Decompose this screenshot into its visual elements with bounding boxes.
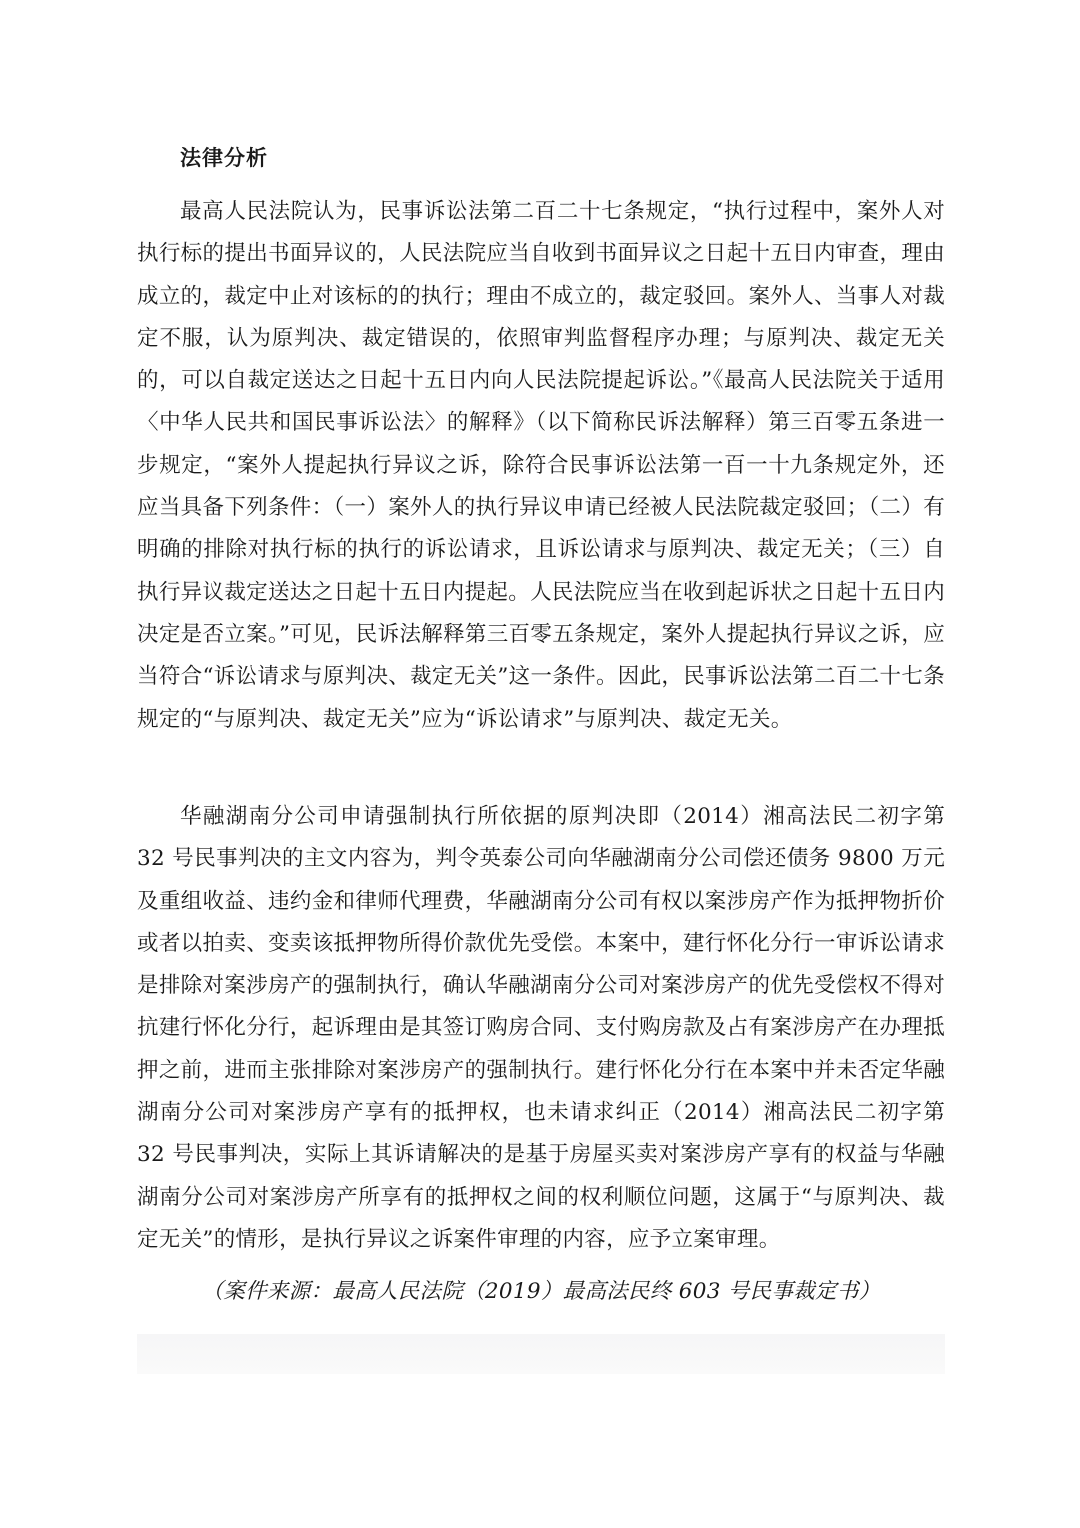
section-heading: 法律分析 (180, 146, 268, 170)
paragraph-case-facts: 华融湖南分公司申请强制执行所依据的原判决即（2014）湘高法民二初字第 32 号民事判决的主文内容为，判令英泰公司向华融湖南分公司偿还债务 9800 万元及重组收益、违约金和律师代理费，华融湖南分公司有权以案涉房产作为抵押物折价或者以拍卖、变卖该抵押物所得价款优先受偿。本案中，建行怀化分行一审诉讼请求是排除对案涉房产的强制执行，确认华融湖南分公司对案涉房产的优先受偿权不得对抗建行怀化分行，起诉理由是其签订购房合同、支付购房款及占有案涉房产在办理抵押之前，进而主张排除对案涉房产的强制执行。建行怀化分行在本案中并未否定华融湖南分公司对案涉房产享有的抵押权，也未请求纠正（2014）湘高法民二初字第 32 号民事判决，实际上其诉请解决的是基于房屋买卖对案涉房产享有的权益与华融湖南分公司对案涉房产所享有的抵押权之间的权利顺位问题，这属于“与原判决、裁定无关”的情形，是执行异议之诉案件审理的内容，应予立案审理。 (137, 804, 945, 1252)
footer-shade (137, 1334, 945, 1374)
case-source-note: （案件来源：最高人民法院（2019）最高法民终 603 号民事裁定书） (201, 1279, 881, 1304)
paragraph-legal-analysis: 最高人民法院认为，民事诉讼法第二百二十七条规定，“执行过程中，案外人对执行标的提出书面异议的，人民法院应当自收到书面异议之日起十五日内审查，理由成立的，裁定中止对该标的的执行；理由不成立的，裁定驳回。案外人、当事人对裁定不服，认为原判决、裁定错误的，依照审判监督程序办理；与原判决、裁定无关的，可以自裁定送达之日起十五日内向人民法院提起诉讼。”《最高人民法院关于适用〈中华人民共和国民事诉讼法〉的解释》（以下简称民诉法解释）第三百零五条进一步规定，“案外人提起执行异议之诉，除符合民事诉讼法第一百一十九条规定外，还应当具备下列条件：（一）案外人的执行异议申请已经被人民法院裁定驳回；（二）有明确的排除对执行标的执行的诉讼请求，且诉讼请求与原判决、裁定无关；（三）自执行异议裁定送达之日起十五日内提起。人民法院应当在收到起诉状之日起十五日内决定是否立案。”可见，民诉法解释第三百零五条规定，案外人提起执行异议之诉，应当符合“诉讼请求与原判决、裁定无关”这一条件。因此，民事诉讼法第二百二十七条规定的“与原判决、裁定无关”应为“诉讼请求”与原判决、裁定无关。 (137, 199, 945, 732)
